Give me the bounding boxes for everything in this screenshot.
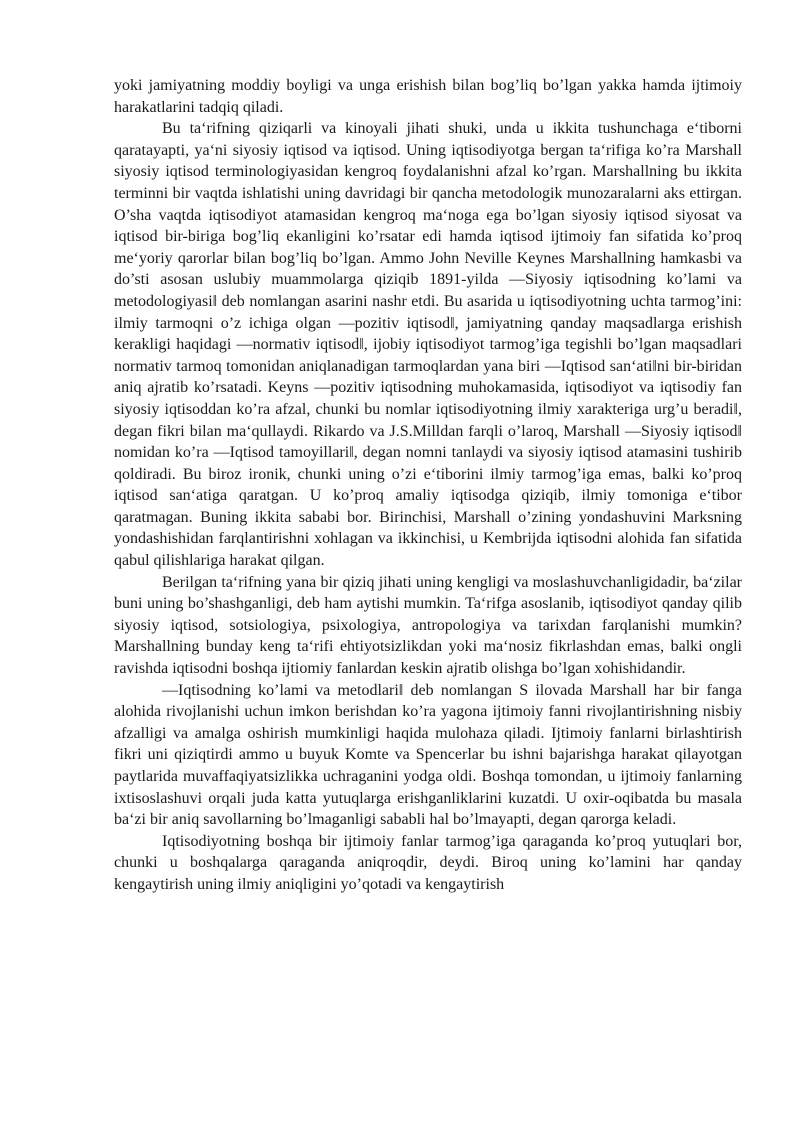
paragraph-economics-achievements: Iqtisodiyotning boshqa bir ijtimoiy fanlar tarmog’iga qaraganda ko’proq yutuqlari bor, chunki u boshqalarga qaraganda aniqroqdir, deydi. Biroq uning ko’lamini har qanday kengaytirish uning ilmiy aniqligini yo’qotadi va kengaytirish	[114, 832, 742, 893]
paragraph-scope-and-methods: ―Iqtisodning ko’lami va metodlari‖ deb nomlangan S ilovada Marshall har bir fanga alohida rivojlanishi uchun imkon berishdan ko’ra yagona ijtimoiy fanni rivojlantirishning nisbiy afzalligi va amalga oshirish mumkinligi haqida mulohaza qiladi. Ijtimoiy fanlarni birlashtirish fikri uni qiziqtirdi ammo u buyuk Komte va Spencerlar bu ishni bajarishga harakat qilayotgan paytlarida muvaffaqiyatsizlikka uchraganini yodga oldi. Boshqa tomondan, u ijtimoiy fanlarning ixtisoslashuvi orqali juda katta yutuqlarga erishganliklarini kuzatdi. U oxir-oqibatda bu masala ba‘zi bir aniq savollarning bo’lmaganligi sababli hal bo’lmayapti, degan qarorga keladi.	[114, 681, 742, 829]
document-page	[114, 75, 742, 896]
paragraph-definition-breadth: Berilgan ta‘rifning yana bir qiziq jihati uning kengligi va moslashuvchanligidadir, ba‘zilar buni uning bo’shashganligi, deb ham aytishi mumkin. Ta‘rifga asoslanib, iqtisodiyot qanday qilib siyosiy iqtisod, sotsiologiya, psixologiya, antropologiya va tarixdan farqlanishi mumkin? Marshallning bunday keng ta‘rifi ehtiyotsizlikdan yoki ma‘nosiz fikrlashdan emas, balki ongli ravishda iqtisodni boshqa ijtiomiy fanlardan keskin ajratib olishga bo’lgan xohishidandir.	[114, 573, 742, 678]
paragraph-continuation: yoki jamiyatning moddiy boyligi va unga erishish bilan bog’liq bo’lgan yakka hamda ijtimoiy harakatlarini tadqiq qiladi.	[114, 77, 742, 116]
paragraph-definition-irony: Bu ta‘rifning qiziqarli va kinoyali jihati shuki, unda u ikkita tushunchaga e‘tiborni qaratayapti, ya‘ni siyosiy iqtisod va iqtisod. Uning iqtisodiyotga bergan ta‘rifiga ko’ra Marshall siyosiy iqtisod terminologiyasidan kengroq foydalanishni afzal ko’rgan. Marshallning bu ikkita terminni bir vaqtda ishlatishi uning davridagi bir qancha metodologik munozaralarni aks ettirgan. O’sha vaqtda iqtisodiyot atamasidan kengroq ma‘noga ega bo’lgan siyosiy iqtisod siyosat va iqtisod bir-biriga bog’liq ekanligini ko’rsatar edi hamda iqtisod ijtimoiy fan sifatida ko’proq me‘yoriy qarorlar bilan bog’liq bo’lgan. Ammo John Neville Keynes Marshallning hamkasbi va do’sti asosan uslubiy muammolarga qiziqib 1891-yilda ―Siyosiy iqtisodning ko’lami va metodologiyasi‖ deb nomlangan asarini nashr etdi. Bu asarida u iqtisodiyotning uchta tarmog’ini: ilmiy tarmoqni o’z ichiga olgan ―pozitiv iqtisod‖, jamiyatning qanday maqsadlarga erishish kerakligi haqidagi ―normativ iqtisod‖, ijobiy iqtisodiyot tarmog’iga tegishli bo’lgan maqsadlari normativ tarmoq tomonidan aniqlanadigan tarmoqlardan yana biri ―Iqtisod san‘ati‖ni bir-biridan aniq ajratib ko’rsatadi. Keyns ―pozitiv iqtisodning muhokamasida, iqtisodiyot va iqtisodiy fan siyosiy iqtisoddan ko’ra afzal, chunki bu nomlar iqtisodiyotning ilmiy xarakteriga urg’u beradi‖, degan fikri bilan ma‘qullaydi. Rikardo va J.S.Milldan farqli o’laroq, Marshall ―Siyosiy iqtisod‖ nomidan ko’ra ―Iqtisod tamoyillari‖, degan nomni tanlaydi va siyosiy iqtisod atamasini tushirib qoldiradi. Bu biroz ironik, chunki uning o’zi e‘tiborini ilmiy tarmog’iga emas, balki ko’proq iqtisod san‘atiga qaratgan. U ko’proq amaliy iqtisodga qiziqib, ilmiy tomoniga e‘tibor qaratmagan. Buning ikkita sababi bor. Birinchisi, Marshall o’zining yondashuvini Marksning yondashishidan farqlantirishni xohlagan va ikkinchisi, u Kembrijda iqtisodni alohida fan sifatida qabul qilishlariga harakat qilgan.	[114, 120, 742, 570]
